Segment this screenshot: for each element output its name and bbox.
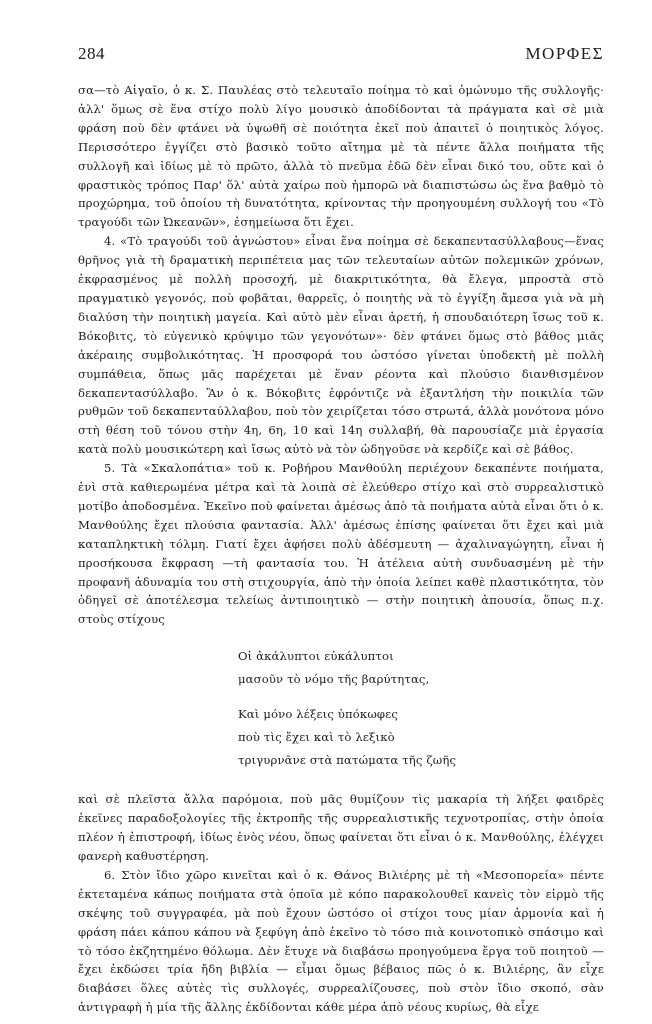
poem-line: τριγυρνᾶνε στὰ πατώματα τῆς ζωῆς [238,753,457,768]
paragraph-review-5: 5. Τὰ «Σκαλοπάτια» τοῦ κ. Ροβήρου Μανθούλη περιέχουν δεκαπέντε ποιήματα, ἐνὶ στὰ καθιερωμένα μέτρα καὶ τὰ λοιπὰ σὲ ἐλεύθερο στίχο καὶ στὸ συρρεαλιστικὸ μοτίβο ἀποδοσμένα. Ἐκεῖνο ποὺ φαίνεται ἀμέσως ἀπὸ τὰ ποιήματα αὐτὰ εἶναι ὅτι ὁ κ. Μανθούλης ἔχει πλούσια φαντασία. Ἀλλ' ἀμέσως ἐπίσης φαίνεται ὅτι ἔχει καὶ μιὰ καταπληκτικὴ τόλμη. Γιατί ἔχει ἀφήσει πολὺ ἀδέσμευτη — ἀχαλιναγώγητη, εἶναι ἡ προσήκουσα ἔκφραση —τὴ φαντασία του. Ἡ ἀτέλεια αὐτὴ συνδυασμένη μὲ τὴν προφανῆ ἀδυναμία του στὴ στιχουργία, ἀπὸ τὴν ὁποία λείπει καθὲ πλαστικότητα, τὸν ὁδηγεῖ σὲ ἀποτέλεσμα τελείως ἀντιποιητικὸ — στὴν ποιητικὴ ἀπουσία, ὅπως π.χ. στοὺς στίχους [78,461,604,627]
poem-line: Οἱ ἀκάλυπτοι εὐκάλυπτοι [238,649,394,664]
poem-line: ποὺ τὶς ἔχει καὶ τὸ λεξικὸ [238,730,395,745]
poem-line: Καὶ μόνο λέξεις ὑπόκωφες [238,707,398,722]
quoted-poem [238,645,604,772]
page-number: 284 [78,44,105,63]
paragraph-review-6: 6. Στὸν ἴδιο χῶρο κινεῖται καὶ ὁ κ. Θάνος Βιλιέρης μὲ τὴ «Μεσοπορεία» πέντε ἐκτεταμένα κάπως ποιήματα στὰ ὁποῖα μὲ κόπο παρακολουθεῖ κανεὶς τὸν εἱρμὸ τῆς σκέψης τοῦ συγγραφέα, μὰ ποὺ ἔχουν ὡστόσο οἱ στίχοι τους μίαν ἁρμονία καὶ ἡ φράση πάει κάπου κάπου νὰ ξεφύγη ἀπὸ ἐκεῖνο τὸ τόσο πιὰ κοινοτοπικὸ σπάσιμο καὶ τὸ τόσο ἐκζητημένο θόλωμα. Δὲν ἔτυχε νὰ διαβάσω προηγούμενα ἔργα τοῦ ποιητοῦ — ἔχει ἐκδώσει τρία ἤδη βιβλία — εἶμαι ὅμως βέβαιος πῶς ὁ κ. Βιλιέρης, ἂν εἶχε διαβάσει ὅλες αὐτὲς τὶς συλλογές, συρρεαλίζουσες, ποὺ στὸν ἴδιο σκοπό, σὰν ἀντιγραφὴ ἡ μία τῆς ἄλλης ἐκδίδονται κάθε μέρα ἀπὸ νέους κυρίως, θὰ εἶχε [78,867,604,1015]
journal-title: ΜΟΡΦΕΣ [525,44,604,63]
poem-line: μασοῦν τὸ νόμο τῆς βαρύτητας, [238,672,430,687]
article-body [78,81,604,1017]
running-header [78,40,604,70]
paragraph-continuation: σα—τὸ Αἰγαῖο, ὁ κ. Σ. Παυλέας στὸ τελευταῖο ποίημα τὸ καὶ ὁμώνυμο τῆς συλλογῆς· ἀλλ' ὅμως σὲ ἕνα στίχο πολὺ λίγο μουσικὸ ἀποδίδονται τὰ πράγματα καὶ σὲ μιὰ φράση ποὺ δὲν φτάνει νὰ ὑψωθῆ σὲ ποιότητα ἐκεῖ ποὺ ἀπαιτεῖ ὁ ποιητικὸς λόγος. Περισσότερο ἐγγίζει στὸ βασικὸ τοῦτο αἴτημα μὲ τὰ πέντε ἄλλα ποιήματα τῆς συλλογῆ καὶ ἰδίως μὲ τὸ πρῶτο, ἀλλὰ τὸ πνεῦμα ἐδῶ δὲν εἶναι δικό του, οὔτε καὶ ὁ φραστικὸς τρόπος Παρ' ὅλ' αὐτὰ χαίρω ποὺ ἠμπορῶ νὰ διαπιστώσω ὡς ἕνα βαθμὸ τὸ προχώρημα, τοῦ ὁποίου τὴ δυνατότητα, κρίνοντας τὴν προηγουμένη συλλογή του «Τὸ τραγούδι τῶν Ὠκεανῶν», ἐσημείωσα ὅτι ἔχει. [78,83,604,230]
paragraph-review-4: 4. «Τὸ τραγούδι τοῦ ἀγνώστου» εἶναι ἕνα ποίημα σὲ δεκαπεντασύλλαβους—ἕνας θρῆνος γιὰ τὴ δραματικὴ περιπέτεια μας τῶν τελευταίων αὐτῶν πολεμικῶν χρόνων, ἐκφρασμένος μὲ πολλὴ προσοχή, μὲ διακριτικότητα, θὰ ἔλεγα, μπροστὰ στὸ πραγματικὸ γεγονός, ποὺ φοβᾶται, θαρρεῖς, ὁ ποιητὴς νὰ τὸ ἐγγίξη ἄμεσα γιὰ νὰ μὴ διαλύση τὴν ποιητικὴ μαγεία. Καὶ αὐτὸ μὲν εἶναι ἀρετή, ἡ σπουδαιότερη ἴσως τοῦ κ. Βόκοβιτς, τὸ εὐγενικὸ κρύψιμο τῶν γεγονότων»· δὲν φτάνει ὅμως στὸ βάθος μιᾶς ἀκέραιης συμβολικότητας. Ἡ προσφορά του ὡστόσο γίνεται ὑποδεκτὴ μὲ πολλὴ συμπάθεια, ὅπως μᾶς παρέχεται μὲ ἕναν ρέοντα καὶ πλούσιο διανθισμένον δεκαπεντασύλλαβο. Ἂν ὁ κ. Βόκοβιτς ἐφρόντιζε νὰ ἐξαντλήση τὴν ποικιλία τῶν ρυθμῶν τοῦ δεκαπενταύλλαβου, ποὺ τὸν χειρίζεται τόσο στρωτά, ἀλλὰ μονότονα μόνο στὴ θέση τοῦ τόνου στὴν 4η, 6η, 10 καὶ 14η συλλαβή, θὰ παρουσίαζε μιὰ ἐργασία κατὰ πολὺ μουσικώτερη καὶ ἴσως αὐτὸ νὰ τὸν ὡδηγοῦσε νὰ κερδίζε καὶ σὲ βάθος. [78,234,604,457]
paragraph-after-poem: καὶ σὲ πλεῖστα ἄλλα παρόμοια, ποὺ μᾶς θυμίζουν τὶς μακαρία τὴ λήξει φαιδρὲς ἐκεῖνες παραδοξολογίες τῆς ἐκτροπῆς τῆς συρρεαλιστικῆς τεχνοτροπίας, στὴν ὁποία πλέον ἡ ἐπιστροφή, ἰδίως ἑνὸς νέου, ὅπως φαίνεται ὅτι εἶναι ὁ κ. Μανθούλης, ἐλέγχει φανερὴ καθυστέρηση. [78,792,604,863]
